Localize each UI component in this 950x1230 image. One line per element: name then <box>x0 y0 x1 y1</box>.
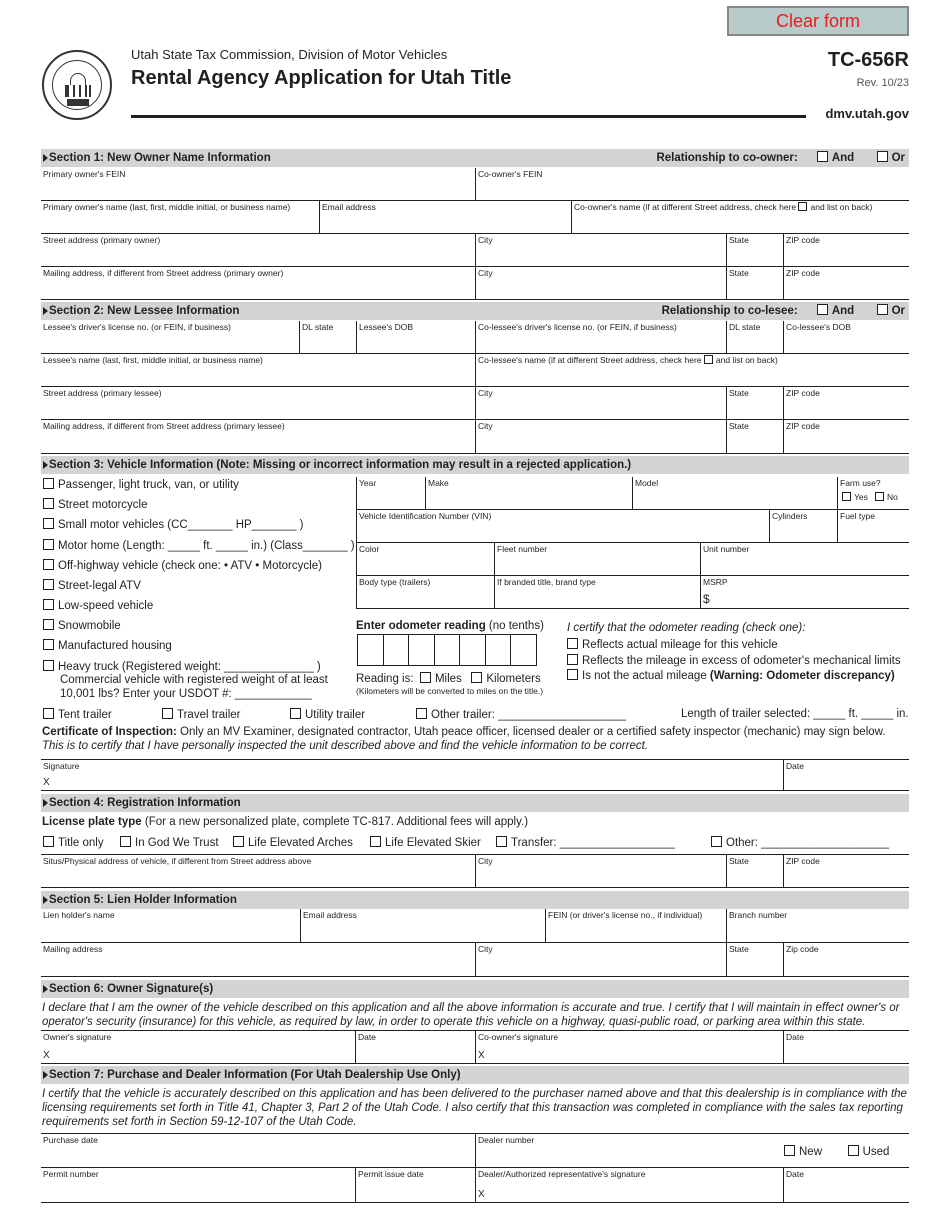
lessee-dl-field[interactable]: Lessee's driver's license no. (or FEIN, if business) <box>41 321 299 354</box>
lessee-mailing-city-field[interactable]: City <box>475 420 726 454</box>
vehicle-type-passenger[interactable]: Passenger, light truck, van, or utility <box>43 478 239 491</box>
lessee-zip-field[interactable]: ZIP code <box>783 387 909 420</box>
owner-signature-date-field[interactable]: Date <box>355 1030 475 1064</box>
situs-state-field[interactable]: State <box>726 854 783 888</box>
section-1-header <box>41 149 909 167</box>
plate-transfer[interactable]: Transfer: __________________ <box>496 836 675 849</box>
lien-holder-branch-field[interactable]: Branch number <box>726 909 909 943</box>
co-owner-fein-field[interactable]: Co-owner's FEIN <box>475 168 909 201</box>
owner-mailing-address-field[interactable]: Mailing address, if different from Street address (primary owner) <box>41 267 475 300</box>
trailer-utility[interactable]: Utility trailer <box>290 708 365 721</box>
relationship-label: Relationship to co-lesee: <box>661 305 798 317</box>
make-field[interactable]: Make <box>425 477 632 510</box>
relationship-label: Relationship to co-owner: <box>656 152 798 164</box>
co-owner-signature-date-field[interactable]: Date <box>783 1030 909 1064</box>
section-7-title: Section 7: Purchase and Dealer Information (For Utah Dealership Use Only) <box>49 1069 461 1081</box>
section-6-header <box>41 980 909 998</box>
lessee-mailing-address-field[interactable]: Mailing address, if different from Street address (primary lessee) <box>41 420 475 454</box>
section-5-title: Section 5: Lien Holder Information <box>49 894 237 906</box>
trailer-tent[interactable]: Tent trailer <box>43 708 112 721</box>
lien-holder-mailing-field[interactable]: Mailing address <box>41 943 475 977</box>
lien-holder-zip-field[interactable]: Zip code <box>783 943 909 977</box>
co-lessee-name-field[interactable]: Co-lessee's name (if at different Street address, check here and list on back) <box>475 354 909 387</box>
vehicle-type-snowmobile[interactable]: Snowmobile <box>43 619 121 632</box>
farm-use-field: Farm use? Yes No <box>837 477 909 510</box>
fleet-number-field[interactable]: Fleet number <box>494 543 700 576</box>
model-field[interactable]: Model <box>632 477 837 510</box>
co-lessee-dob-field[interactable]: Co-lessee's DOB <box>783 321 909 354</box>
farm-use-yes-checkbox[interactable] <box>842 492 851 501</box>
owner-signature-field[interactable]: Owner's signature X <box>41 1030 355 1064</box>
odometer-label: Enter odometer reading (no tenths) <box>356 620 544 632</box>
cylinders-field[interactable]: Cylinders <box>769 510 837 543</box>
section-4-header <box>41 794 909 812</box>
vin-field[interactable]: Vehicle Identification Number (VIN) <box>356 510 769 543</box>
and-label: And <box>831 152 855 164</box>
usdot-line-2: 10,001 lbs? Enter your USDOT #: ____________ <box>60 688 312 700</box>
farm-use-no-checkbox[interactable] <box>875 492 884 501</box>
vehicle-type-street-motorcycle[interactable]: Street motorcycle <box>43 498 147 511</box>
primary-owner-name-field[interactable]: Primary owner's name (last, first, middle initial, or business name) <box>41 201 319 234</box>
section-7-header <box>41 1066 909 1084</box>
permit-issue-date-field[interactable]: Permit issue date <box>355 1168 475 1203</box>
lessee-mailing-state-field[interactable]: State <box>726 420 783 454</box>
clear-form-button[interactable]: Clear form <box>727 6 909 36</box>
odometer-option-excess[interactable]: Reflects the mileage in excess of odometer's mechanical limits <box>567 654 901 667</box>
co-owner-and-checkbox[interactable] <box>817 151 828 162</box>
or-label: Or <box>891 152 905 164</box>
lessee-city-field[interactable]: City <box>475 387 726 420</box>
inspector-signature-field[interactable]: Signature X <box>41 759 783 791</box>
owner-zip-field[interactable]: ZIP code <box>783 234 909 267</box>
usdot-line-1: Commercial vehicle with registered weight of at least <box>60 674 328 686</box>
msrp-field[interactable]: MSRP $ <box>700 576 909 609</box>
body-type-field[interactable]: Body type (trailers) <box>356 576 494 609</box>
kilometers-checkbox[interactable] <box>471 672 482 683</box>
co-owner-signature-field[interactable]: Co-owner's signature X <box>475 1030 783 1064</box>
odometer-certify-label: I certify that the odometer reading (check one): <box>567 622 806 634</box>
lessee-mailing-zip-field[interactable]: ZIP code <box>783 420 909 454</box>
form-number: TC-656R <box>827 49 909 71</box>
lessee-name-field[interactable]: Lessee's name (last, first, middle initial, or business name) <box>41 354 475 387</box>
plate-in-god-we-trust[interactable]: In God We Trust <box>120 836 219 849</box>
trailer-other[interactable]: Other trailer: ____________________ <box>416 708 626 721</box>
owner-mailing-state-field[interactable]: State <box>726 267 783 300</box>
reading-unit: Reading is: Miles Kilometers <box>356 673 541 685</box>
plate-life-elevated-skier[interactable]: Life Elevated Skier <box>370 836 481 849</box>
section-4-title: Section 4: Registration Information <box>49 797 241 809</box>
vehicle-type-manufactured-housing[interactable]: Manufactured housing <box>43 639 172 652</box>
brand-type-field[interactable]: If branded title, brand type <box>494 576 700 609</box>
vehicle-type-off-highway[interactable]: Off-highway vehicle (check one: • ATV • Motorcycle) <box>43 559 322 572</box>
owner-city-field[interactable]: City <box>475 234 726 267</box>
revision-date: Rev. 10/23 <box>856 77 909 89</box>
lessee-street-address-field[interactable]: Street address (primary lessee) <box>41 387 475 420</box>
section-5-header <box>41 891 909 909</box>
lessee-dl-state-field[interactable]: DL state <box>299 321 356 354</box>
situs-city-field[interactable]: City <box>475 854 726 888</box>
dealer-signature-date-field[interactable]: Date <box>783 1168 909 1203</box>
used-vehicle-checkbox[interactable] <box>848 1145 859 1156</box>
certificate-of-inspection: Certificate of Inspection: Only an MV Examiner, designated contractor, Utah peace officer, licensed dealer or a certified safety inspector (mechanic) may sign below. <box>42 726 886 738</box>
lessee-dob-field[interactable]: Lessee's DOB <box>356 321 475 354</box>
vehicle-type-low-speed[interactable]: Low-speed vehicle <box>43 599 153 612</box>
utah-state-tax-commission-seal <box>42 50 112 120</box>
owner-street-address-field[interactable]: Street address (primary owner) <box>41 234 475 267</box>
dealer-certification: I certify that the vehicle is accurately described on this application and has been delivered to the purchaser named above and that this dealership is in compliance with the licensing requirements set forth in Title 41, Chapter 3, Part 2 of the Utah Code. I also certify that this transaction was completed in compliance with the sales tax reporting requirements set forth in Section 59-12-107 of the Utah Code. <box>42 1088 907 1128</box>
trailer-travel[interactable]: Travel trailer <box>162 708 240 721</box>
co-lessee-dl-state-field[interactable]: DL state <box>726 321 783 354</box>
co-lessee-or-checkbox[interactable] <box>877 304 888 315</box>
co-lessee-dl-field[interactable]: Co-lessee's driver's license no. (or FEIN, if business) <box>475 321 726 354</box>
lien-holder-city-field[interactable]: City <box>475 943 726 977</box>
lien-holder-email-field[interactable]: Email address <box>300 909 545 943</box>
vehicle-type-heavy-truck[interactable]: Heavy truck (Registered weight: ______________ ) <box>43 660 321 673</box>
website: dmv.utah.gov <box>825 106 909 121</box>
header-rule <box>131 115 806 118</box>
km-note: (Kilometers will be converted to miles on the title.) <box>356 686 544 696</box>
owner-mailing-city-field[interactable]: City <box>475 267 726 300</box>
plate-title-only[interactable]: Title only <box>43 836 104 849</box>
or-label: Or <box>891 305 905 317</box>
vehicle-type-small-motor[interactable]: Small motor vehicles (CC_______ HP_______ ) <box>43 518 303 531</box>
owner-declaration: I declare that I am the owner of the vehicle described on this application and all the above information is accurate and true. I certify that I will maintain in effect owner's or operator's security (insurance) for this vehicle, as required by law, in order to operate this vehicle on a highway, quasi-public road, or parking area within this state. <box>42 1002 900 1028</box>
permit-number-field[interactable]: Permit number <box>41 1168 355 1203</box>
vehicle-type-street-legal-atv[interactable]: Street-legal ATV <box>43 579 141 592</box>
co-lessee-different-address-checkbox[interactable] <box>704 355 713 364</box>
section-3-title: Section 3: Vehicle Information (Note: Missing or incorrect information may result in a rejected application.) <box>49 459 632 471</box>
license-plate-type-label: License plate type (For a new personalized plate, complete TC-817. Additional fees will apply.) <box>42 816 529 828</box>
co-owner-name-field[interactable]: Co-owner's name (if at different Street address, check here and list on back) <box>571 201 909 234</box>
and-label: And <box>831 305 855 317</box>
lessee-state-field[interactable]: State <box>726 387 783 420</box>
trailer-length: Length of trailer selected: _____ ft. _____ in. <box>681 708 909 720</box>
primary-owner-fein-field[interactable]: Primary owner's FEIN <box>41 168 475 201</box>
dealer-signature-field[interactable]: Dealer/Authorized representative's signature X <box>475 1168 783 1203</box>
form-title: Rental Agency Application for Utah Title <box>131 67 512 89</box>
unit-number-field[interactable]: Unit number <box>700 543 909 576</box>
dealer-number-field[interactable]: Dealer number New Used <box>475 1133 909 1168</box>
agency-name: Utah State Tax Commission, Division of Motor Vehicles <box>131 47 448 62</box>
odometer-option-not-actual[interactable]: Is not the actual mileage (Warning: Odometer discrepancy) <box>567 669 895 682</box>
inspection-statement: This is to certify that I have personally inspected the unit described above and find the vehicle information to be correct. <box>42 740 649 752</box>
primary-owner-email-field[interactable]: Email address <box>319 201 571 234</box>
odometer-digit-boxes[interactable] <box>357 634 537 666</box>
section-2-title: Section 2: New Lessee Information <box>49 305 240 317</box>
situs-zip-field[interactable]: ZIP code <box>783 854 909 888</box>
section-1-title: Section 1: New Owner Name Information <box>49 152 271 164</box>
co-owner-different-address-checkbox[interactable] <box>798 202 807 211</box>
year-field[interactable]: Year <box>356 477 425 510</box>
lien-holder-name-field[interactable]: Lien holder's name <box>41 909 300 943</box>
odometer-option-actual[interactable]: Reflects actual mileage for this vehicle <box>567 638 778 651</box>
situs-address-field[interactable]: Situs/Physical address of vehicle, if different from Street address above <box>41 854 475 888</box>
color-field[interactable]: Color <box>356 543 494 576</box>
miles-checkbox[interactable] <box>420 672 431 683</box>
owner-state-field[interactable]: State <box>726 234 783 267</box>
plate-life-elevated-arches[interactable]: Life Elevated Arches <box>233 836 353 849</box>
lien-holder-state-field[interactable]: State <box>726 943 783 977</box>
owner-mailing-zip-field[interactable]: ZIP code <box>783 267 909 300</box>
plate-other[interactable]: Other: ____________________ <box>711 836 889 849</box>
new-vehicle-checkbox[interactable] <box>784 1145 795 1156</box>
section-6-title: Section 6: Owner Signature(s) <box>49 983 214 995</box>
fuel-type-field[interactable]: Fuel type <box>837 510 909 543</box>
co-owner-or-checkbox[interactable] <box>877 151 888 162</box>
section-3-header <box>41 456 909 474</box>
lien-holder-fein-field[interactable]: FEIN (or driver's license no., if individual) <box>545 909 726 943</box>
co-lessee-and-checkbox[interactable] <box>817 304 828 315</box>
purchase-date-field[interactable]: Purchase date <box>41 1133 475 1168</box>
inspection-date-field[interactable]: Date <box>783 759 909 791</box>
section-2-header <box>41 302 909 320</box>
vehicle-type-motor-home[interactable]: Motor home (Length: _____ ft. _____ in.) (Class_______ ) <box>43 539 355 552</box>
